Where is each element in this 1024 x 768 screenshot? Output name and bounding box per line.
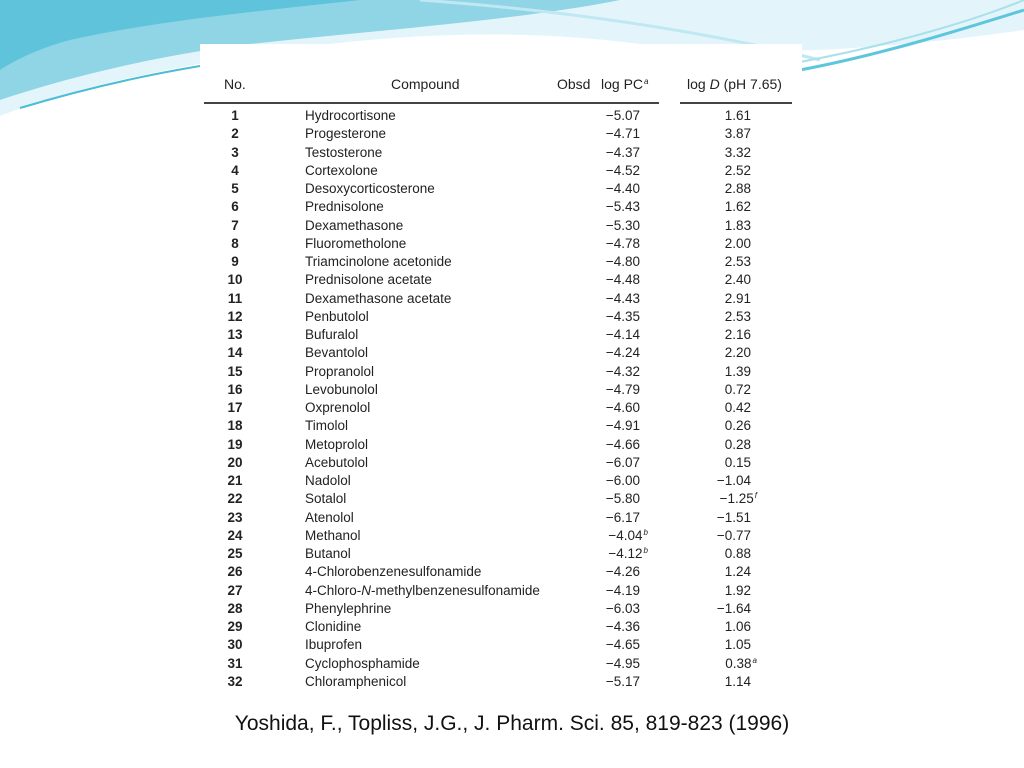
log-d-value <box>705 399 751 417</box>
log-pc-number: −6.03 <box>605 600 640 616</box>
compound-name-part: 4-Chloro- <box>305 582 362 598</box>
table-row <box>0 125 1024 143</box>
log-d-value <box>705 582 751 600</box>
log-d-footnote: f <box>754 491 757 501</box>
table-row <box>0 436 1024 454</box>
log-pc-number: −4.95 <box>605 655 640 671</box>
row-number: 32 <box>227 673 243 689</box>
table-row <box>0 107 1024 125</box>
log-d-value <box>705 198 751 216</box>
table-row <box>0 545 1024 563</box>
log-pc-number: −4.43 <box>605 290 640 306</box>
compound-name: Prednisolone <box>305 199 384 215</box>
log-d-number: 0.26 <box>724 418 751 434</box>
compound-name: Dexamethasone acetate <box>305 290 452 306</box>
table-row <box>0 417 1024 435</box>
header-logd-prefix: log <box>687 76 710 92</box>
log-d-number: 2.20 <box>724 345 751 361</box>
log-d-number: 2.40 <box>724 272 751 288</box>
compound-name: Timolol <box>305 418 349 434</box>
log-d-number: −1.25 <box>719 491 754 507</box>
log-d-number: 3.87 <box>724 126 751 142</box>
row-number: 12 <box>227 308 243 324</box>
table-row <box>0 162 1024 180</box>
table-row <box>0 563 1024 581</box>
row-number: 7 <box>231 217 239 233</box>
log-pc-value <box>590 290 640 308</box>
log-pc-value <box>590 125 640 143</box>
log-pc-number: −4.14 <box>605 327 640 342</box>
log-d-value <box>705 454 751 472</box>
log-d-number: 0.42 <box>724 400 751 415</box>
table-row <box>0 144 1024 162</box>
log-d-value <box>705 144 751 162</box>
log-d-number: −1.04 <box>716 473 751 488</box>
log-d-value <box>705 125 751 143</box>
row-number: 9 <box>231 254 239 269</box>
log-pc-value <box>590 253 640 271</box>
log-pc-value <box>590 399 640 417</box>
compound-name: Cortexolone <box>305 162 378 178</box>
log-pc-number: −4.48 <box>605 272 640 288</box>
compound-name: Hydrocortisone <box>305 108 396 123</box>
log-d-number: 1.83 <box>724 217 751 233</box>
row-number: 25 <box>227 546 243 561</box>
log-pc-number: −4.78 <box>605 235 640 251</box>
table-row <box>0 509 1024 527</box>
table-row <box>0 363 1024 381</box>
compound-name: Acebutolol <box>305 454 369 470</box>
compound-name: Propranolol <box>305 363 375 379</box>
log-pc-value <box>590 436 640 454</box>
log-pc-number: −6.17 <box>605 509 640 525</box>
compound-name: Atenolol <box>305 509 354 525</box>
log-pc-number: −4.24 <box>605 345 640 361</box>
log-pc-number: −4.32 <box>605 363 640 379</box>
log-d-number: 2.91 <box>724 290 751 306</box>
log-pc-value <box>590 308 640 326</box>
log-d-number: 0.88 <box>724 546 751 561</box>
log-pc-value <box>590 472 640 490</box>
log-pc-value <box>590 271 640 289</box>
compound-name: Dexamethasone <box>305 217 404 233</box>
compound-name: Butanol <box>305 546 351 561</box>
log-pc-value <box>590 509 640 527</box>
log-d-number: 0.28 <box>724 436 751 452</box>
row-number: 23 <box>227 509 243 525</box>
log-pc-number: −4.80 <box>605 254 640 269</box>
table-row <box>0 655 1024 673</box>
log-d-number: 3.32 <box>724 144 751 160</box>
compound-name: Phenylephrine <box>305 600 392 616</box>
log-d-value <box>705 253 751 271</box>
compound-name: Clonidine <box>305 619 362 634</box>
table-row <box>0 180 1024 198</box>
log-pc-number: −4.37 <box>605 144 640 160</box>
log-pc-number: −4.12 <box>608 546 643 561</box>
row-number: 14 <box>227 345 243 361</box>
log-d-number: 1.39 <box>724 363 751 379</box>
log-d-value <box>705 436 751 454</box>
table-row <box>0 673 1024 691</box>
log-pc-value <box>590 600 640 618</box>
log-d-value <box>705 655 757 675</box>
log-pc-number: −4.79 <box>605 381 640 397</box>
table-row <box>0 490 1024 508</box>
compound-name: Bevantolol <box>305 345 369 361</box>
log-pc-value <box>590 655 640 673</box>
header-logd-var: D <box>709 76 720 92</box>
log-pc-number: −5.30 <box>605 217 640 233</box>
compound-name-part: -methylbenzenesulfonamide <box>371 582 540 598</box>
table-row <box>0 399 1024 417</box>
log-pc-number: −4.40 <box>605 181 640 196</box>
table-row <box>0 271 1024 289</box>
compound-name: Penbutolol <box>305 308 369 324</box>
compound-name: Bufuralol <box>305 327 359 342</box>
log-pc-number: −6.07 <box>605 454 640 470</box>
log-pc-value <box>590 180 640 198</box>
log-pc-value <box>590 673 640 691</box>
log-pc-value <box>590 381 640 399</box>
row-number: 21 <box>227 473 243 488</box>
log-pc-footnote: b <box>643 527 648 537</box>
row-number: 24 <box>227 527 243 543</box>
log-pc-value <box>590 162 640 180</box>
row-number: 18 <box>227 418 243 434</box>
compound-name: Nadolol <box>305 473 351 488</box>
log-pc-number: −4.71 <box>605 126 640 142</box>
log-pc-value <box>590 417 640 435</box>
log-pc-value <box>590 490 640 508</box>
header-obsd: Obsd <box>557 76 591 92</box>
compound-name: Progesterone <box>305 126 387 142</box>
log-pc-number: −4.35 <box>605 308 640 324</box>
header-logd <box>687 76 782 92</box>
row-number: 30 <box>227 637 243 653</box>
row-number: 2 <box>231 126 239 142</box>
log-d-value <box>705 527 751 545</box>
log-d-value <box>705 235 751 253</box>
log-pc-value <box>590 363 640 381</box>
compound-name: Oxprenolol <box>305 400 371 415</box>
row-number: 5 <box>231 181 239 196</box>
table-row <box>0 344 1024 362</box>
log-d-value <box>705 344 751 362</box>
log-d-number: 1.14 <box>724 673 751 689</box>
header-logpc-text: log PC <box>601 76 644 92</box>
log-d-value <box>705 600 751 618</box>
log-pc-number: −4.19 <box>605 582 640 598</box>
row-number: 29 <box>227 619 243 634</box>
row-number: 13 <box>227 327 243 342</box>
log-d-number: 2.53 <box>724 254 751 269</box>
log-d-value <box>705 472 751 490</box>
log-d-value <box>705 618 751 636</box>
row-number: 17 <box>227 400 243 415</box>
log-d-value <box>705 563 751 581</box>
log-pc-value <box>590 582 640 600</box>
table-row <box>0 217 1024 235</box>
table-row <box>0 381 1024 399</box>
log-pc-number: −5.07 <box>605 108 640 123</box>
row-number: 31 <box>227 655 243 671</box>
log-d-number: 1.61 <box>724 108 751 123</box>
log-d-number: 1.92 <box>724 582 751 598</box>
log-d-number: 1.24 <box>724 564 751 580</box>
log-pc-number: −4.66 <box>605 436 640 452</box>
log-d-value <box>705 180 751 198</box>
log-d-number: −0.77 <box>716 527 751 543</box>
log-d-value <box>705 673 751 691</box>
compound-name: Chloramphenicol <box>305 673 407 689</box>
table-row <box>0 636 1024 654</box>
log-d-value <box>705 162 751 180</box>
compound-name <box>305 582 540 600</box>
table-row <box>0 454 1024 472</box>
log-pc-value <box>590 107 640 125</box>
log-pc-value <box>590 545 648 565</box>
log-pc-value <box>590 235 640 253</box>
log-pc-number: −4.65 <box>605 637 640 653</box>
log-d-number: 0.72 <box>724 381 751 397</box>
compound-name: Cyclophosphamide <box>305 655 420 671</box>
row-number: 4 <box>231 162 239 178</box>
log-d-number: 2.88 <box>724 181 751 196</box>
log-d-number: 2.52 <box>724 162 751 178</box>
table-row <box>0 308 1024 326</box>
table-row <box>0 527 1024 545</box>
compound-name: Testosterone <box>305 144 383 160</box>
log-d-value <box>705 381 751 399</box>
log-pc-number: −4.52 <box>605 162 640 178</box>
table-row <box>0 600 1024 618</box>
row-number: 1 <box>231 108 239 123</box>
row-number: 3 <box>231 144 239 160</box>
log-d-number: 1.62 <box>724 199 751 215</box>
compound-name: Metoprolol <box>305 436 369 452</box>
log-pc-number: −5.43 <box>605 199 640 215</box>
header-no: No. <box>224 76 246 92</box>
row-number: 26 <box>227 564 243 580</box>
log-pc-value <box>590 454 640 472</box>
compound-name-italic: N <box>361 582 372 598</box>
log-d-number: −1.64 <box>716 600 751 616</box>
log-pc-number: −4.60 <box>605 400 640 415</box>
row-number: 15 <box>227 363 243 379</box>
log-d-value <box>705 509 751 527</box>
log-pc-value <box>590 344 640 362</box>
row-number: 11 <box>227 290 243 306</box>
log-pc-number: −6.00 <box>605 473 640 488</box>
log-d-value <box>705 326 751 344</box>
table-row <box>0 472 1024 490</box>
compound-name: Ibuprofen <box>305 637 363 653</box>
citation-text: Yoshida, F., Topliss, J.G., J. Pharm. Sci. 85, 819-823 (1996) <box>234 712 790 735</box>
log-pc-value <box>590 563 640 581</box>
header-logpc <box>601 76 648 92</box>
row-number: 28 <box>227 600 243 616</box>
log-pc-value <box>590 636 640 654</box>
row-number: 19 <box>227 436 243 452</box>
log-d-value <box>705 363 751 381</box>
log-pc-value <box>590 198 640 216</box>
log-d-number: 0.38 <box>725 655 752 671</box>
log-d-number: 0.15 <box>724 454 751 470</box>
table-row <box>0 253 1024 271</box>
log-d-value <box>705 308 751 326</box>
table-row <box>0 582 1024 600</box>
compound-name: Fluorometholone <box>305 235 407 251</box>
header-logd-suffix: (pH 7.65) <box>719 76 782 92</box>
row-number: 8 <box>231 235 239 251</box>
log-d-value <box>705 107 751 125</box>
table-row <box>0 235 1024 253</box>
log-pc-footnote: b <box>643 546 648 555</box>
log-d-number: 2.00 <box>724 235 751 251</box>
table-row <box>0 618 1024 636</box>
row-number: 16 <box>227 381 243 397</box>
log-d-number: 1.06 <box>724 619 751 634</box>
compound-name: Levobunolol <box>305 381 378 397</box>
log-d-footnote: a <box>752 655 757 665</box>
header-rule-right <box>680 102 792 104</box>
log-d-number: 1.05 <box>724 637 751 653</box>
row-number: 10 <box>227 272 243 288</box>
row-number: 22 <box>227 491 243 507</box>
compound-name: 4-Chlorobenzenesulfonamide <box>305 564 482 580</box>
table-row <box>0 198 1024 216</box>
log-pc-value <box>590 217 640 235</box>
log-d-number: 2.53 <box>724 308 751 324</box>
compound-name: Triamcinolone acetonide <box>305 254 452 269</box>
log-d-value <box>705 636 751 654</box>
log-d-value <box>705 290 751 308</box>
row-number: 20 <box>227 454 243 470</box>
compound-name: Prednisolone acetate <box>305 272 432 288</box>
log-pc-value <box>590 326 640 344</box>
log-d-value <box>705 217 751 235</box>
log-d-value <box>705 545 751 563</box>
row-number: 27 <box>227 582 243 598</box>
log-pc-value <box>590 618 640 636</box>
log-pc-number: −5.80 <box>605 491 640 507</box>
header-logpc-footnote: a <box>644 77 649 86</box>
row-number: 6 <box>231 199 239 215</box>
log-d-value <box>705 417 751 435</box>
log-pc-number: −5.17 <box>605 673 640 689</box>
log-d-value <box>705 271 751 289</box>
compound-name: Desoxycorticosterone <box>305 181 435 196</box>
log-pc-number: −4.36 <box>605 619 640 634</box>
log-pc-number: −4.04 <box>608 527 643 543</box>
log-d-value <box>705 490 757 510</box>
log-d-number: −1.51 <box>716 509 751 525</box>
header-compound: Compound <box>391 76 460 92</box>
log-d-number: 2.16 <box>724 327 751 342</box>
compound-name: Methanol <box>305 527 361 543</box>
log-pc-number: −4.91 <box>605 418 640 434</box>
log-pc-value <box>590 527 648 547</box>
table-row <box>0 326 1024 344</box>
log-pc-number: −4.26 <box>605 564 640 580</box>
compound-name: Sotalol <box>305 491 347 507</box>
log-pc-value <box>590 144 640 162</box>
header-rule-left <box>204 102 659 104</box>
table-row <box>0 290 1024 308</box>
